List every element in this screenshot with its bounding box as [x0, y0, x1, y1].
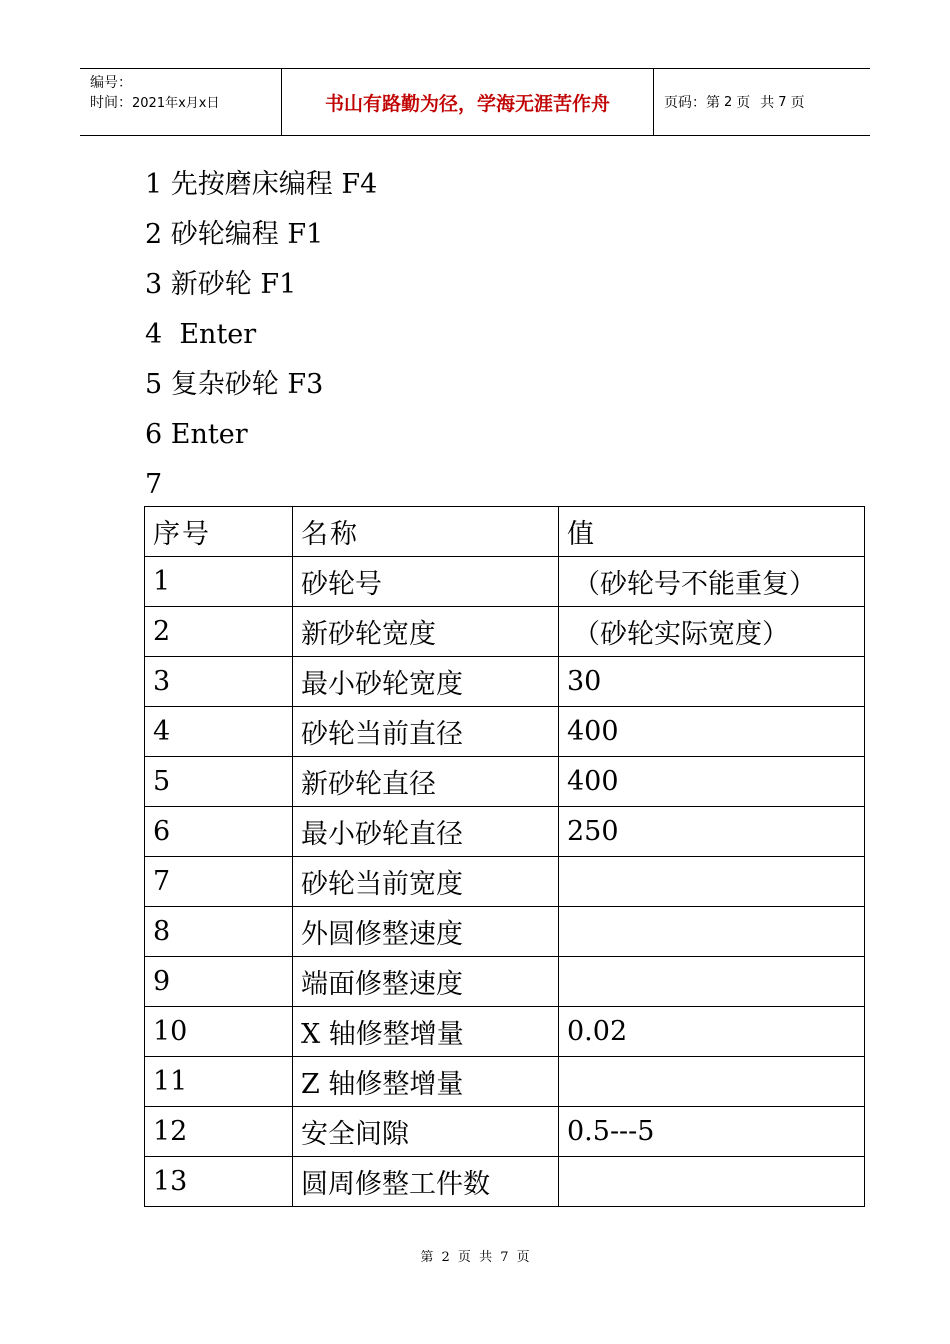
- table-row: [145, 1107, 865, 1157]
- time-label: 时间：: [90, 95, 132, 111]
- total-label: 共: [760, 95, 775, 111]
- footer-total-prefix: 共: [479, 1250, 493, 1265]
- step-item: 5 复杂砂轮 F3: [145, 369, 324, 400]
- row-value: 0.02: [559, 1007, 865, 1057]
- row-value: 400: [559, 707, 865, 757]
- row-name: X 轴修整增量: [293, 1007, 559, 1057]
- row-name: 外圆修整速度: [293, 907, 559, 957]
- footer-prefix: 第: [420, 1250, 434, 1265]
- row-value: [559, 1057, 865, 1107]
- table-row: [145, 757, 865, 807]
- row-name: 砂轮号: [293, 557, 559, 607]
- time-line: [90, 93, 281, 114]
- row-name: 圆周修整工件数: [293, 1157, 559, 1207]
- total-unit: 页: [790, 95, 805, 111]
- row-index: 12: [145, 1107, 293, 1157]
- row-index: 2: [145, 607, 293, 657]
- row-name: 新砂轮直径: [293, 757, 559, 807]
- step-item: 3 新砂轮 F1: [145, 269, 297, 300]
- row-name: Z 轴修整增量: [293, 1057, 559, 1107]
- row-value: [559, 907, 865, 957]
- row-name: 最小砂轮宽度: [293, 657, 559, 707]
- row-name: 端面修整速度: [293, 957, 559, 1007]
- row-value: [559, 1157, 865, 1207]
- table-row: [145, 657, 865, 707]
- step-item: 2 砂轮编程 F1: [145, 219, 324, 250]
- row-index: 6: [145, 807, 293, 857]
- row-index: 9: [145, 957, 293, 1007]
- table-row: [145, 907, 865, 957]
- serial-label: 编号：: [90, 75, 132, 91]
- header-index: 序号: [145, 507, 293, 557]
- footer-total: 7: [500, 1250, 509, 1265]
- page-label: 页码：第: [664, 95, 720, 111]
- table-row: [145, 857, 865, 907]
- step-item: 6 Enter: [145, 419, 248, 450]
- table-row: [145, 1057, 865, 1107]
- table-row: [145, 807, 865, 857]
- page-unit: 页: [736, 95, 751, 111]
- table-row: [145, 957, 865, 1007]
- header-meta: [80, 69, 282, 135]
- row-value: 250: [559, 807, 865, 857]
- header-name: 名称: [293, 507, 559, 557]
- row-value: （砂轮实际宽度）: [559, 607, 865, 657]
- row-index: 7: [145, 857, 293, 907]
- table-row: [145, 557, 865, 607]
- footer-page: 2: [441, 1250, 450, 1265]
- step-list: [145, 160, 377, 510]
- footer-page-unit: 页: [457, 1250, 471, 1265]
- row-index: 8: [145, 907, 293, 957]
- parameter-table: [144, 506, 865, 1207]
- step-item: 7: [145, 469, 163, 500]
- row-index: 10: [145, 1007, 293, 1057]
- row-value: [559, 857, 865, 907]
- row-index: 5: [145, 757, 293, 807]
- header-value: 值: [559, 507, 865, 557]
- total-number: 7: [778, 94, 787, 110]
- page-header: [80, 68, 870, 136]
- row-value: （砂轮号不能重复）: [559, 557, 865, 607]
- row-index: 3: [145, 657, 293, 707]
- table-row: [145, 1157, 865, 1207]
- row-value: 0.5---5: [559, 1107, 865, 1157]
- table-row: [145, 607, 865, 657]
- header-motto: 书山有路勤为径，学海无涯苦作舟: [282, 69, 654, 135]
- step-item: 4 Enter: [145, 319, 257, 350]
- row-value: 30: [559, 657, 865, 707]
- row-name: 砂轮当前宽度: [293, 857, 559, 907]
- row-index: 13: [145, 1157, 293, 1207]
- row-index: 11: [145, 1057, 293, 1107]
- table-header-row: [145, 507, 865, 557]
- page-number: 2: [724, 94, 733, 110]
- row-value: 400: [559, 757, 865, 807]
- row-index: 4: [145, 707, 293, 757]
- row-name: 新砂轮宽度: [293, 607, 559, 657]
- row-index: 1: [145, 557, 293, 607]
- table-row: [145, 707, 865, 757]
- row-name: 砂轮当前直径: [293, 707, 559, 757]
- step-item: 1 先按磨床编程 F4: [145, 169, 378, 200]
- header-page-info: [654, 69, 870, 135]
- time-value: 2021年x月x日: [132, 96, 220, 111]
- page-footer: [0, 1246, 950, 1265]
- row-name: 最小砂轮直径: [293, 807, 559, 857]
- footer-total-unit: 页: [516, 1250, 530, 1265]
- table-row: [145, 1007, 865, 1057]
- row-name: 安全间隙: [293, 1107, 559, 1157]
- row-value: [559, 957, 865, 1007]
